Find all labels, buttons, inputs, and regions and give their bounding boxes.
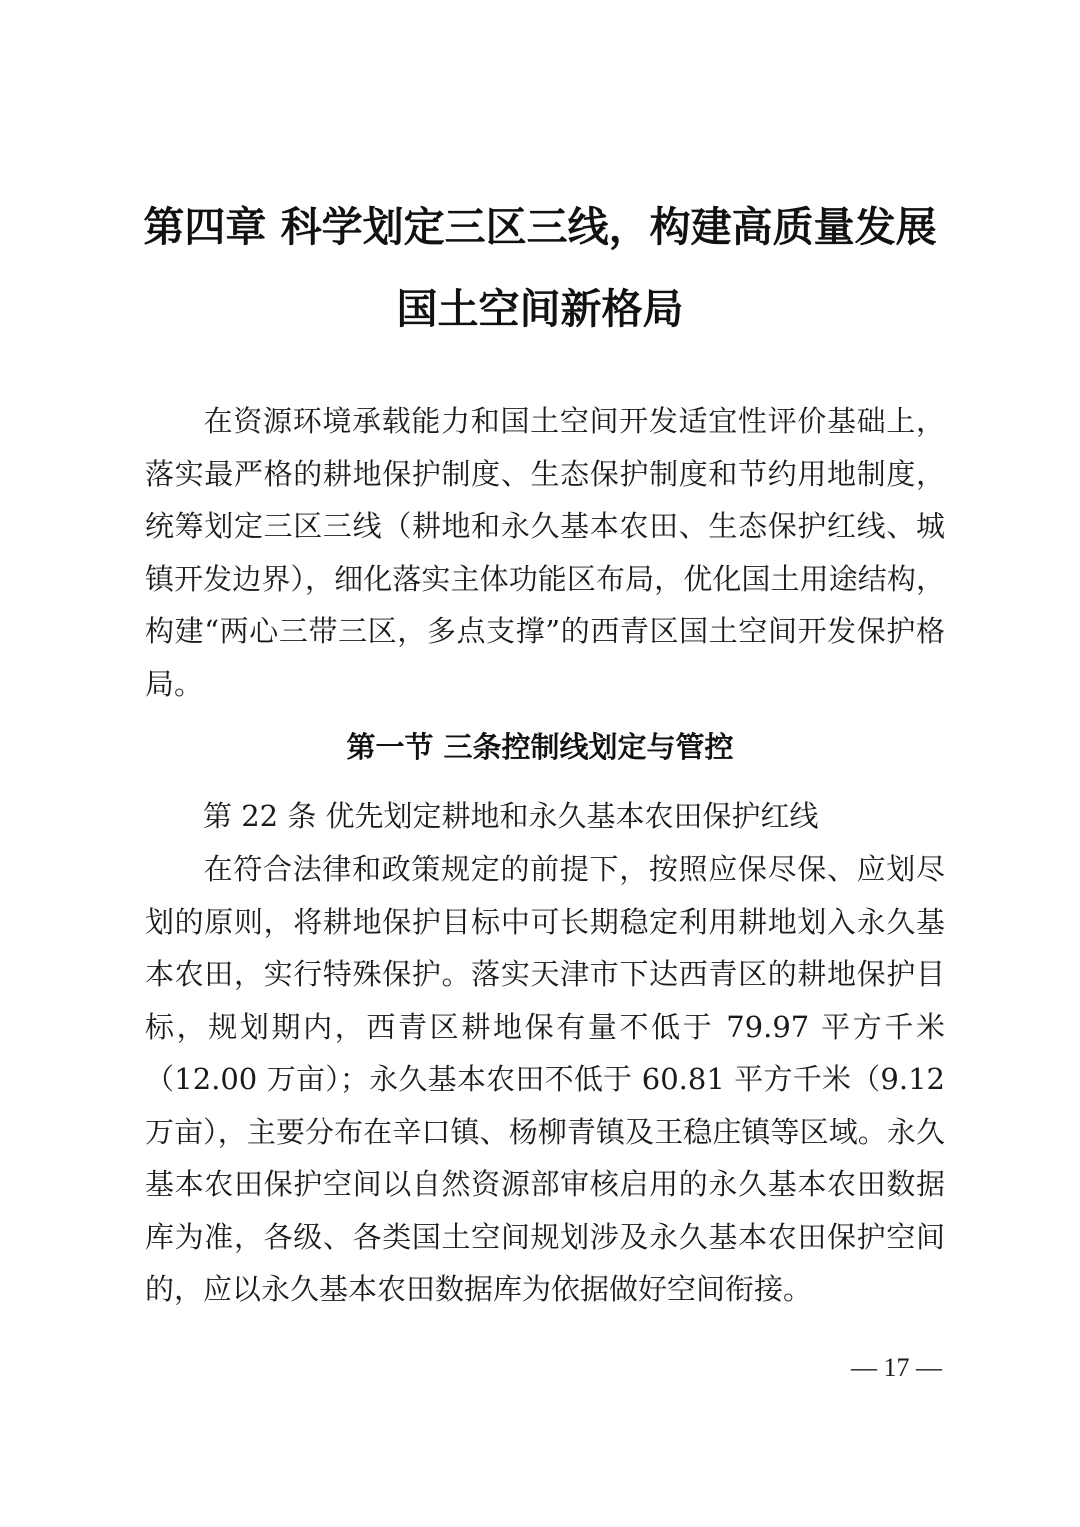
chapter-title-line-1: 第四章 科学划定三区三线，构建高质量发展 [143, 203, 937, 251]
article-paragraph: 在符合法律和政策规定的前提下，按照应保尽保、应划尽划的原则，将耕地保护目标中可长期稳定利用耕地划入永久基本农田，实行特殊保护。落实天津市下达西青区的耕地保护目标，规划期内，西青区耕地保有量不低于 79.97 平方千米（12.00 万亩）；永久基本农田不低于 60.81 平方千米（9.12 万亩），主要分布在辛口镇、杨柳青镇及王稳庄镇等区域。永久基本农田保护空间以自然资源部审核启用的永久基本农田数据库为准，各级、各类国土空间规划涉及永久基本农田保护空间的，应以永久基本农田数据库为依据做好空间衔接。 [145, 852, 945, 1306]
chapter-title-line-2: 国土空间新格局 [396, 285, 684, 333]
article-paragraph-block [145, 843, 945, 1316]
intro-paragraph-block [145, 395, 945, 710]
article-heading: 第 22 条 优先划定耕地和永久基本农田保护红线 [203, 799, 819, 833]
intro-paragraph: 在资源环境承载能力和国土空间开发适宜性评价基础上，落实最严格的耕地保护制度、生态保护制度和节约用地制度，统筹划定三区三线（耕地和永久基本农田、生态保护红线、城镇开发边界），细化落实主体功能区布局，优化国土用途结构，构建“两心三带三区，多点支撑”的西青区国土空间开发保护格局。 [145, 404, 945, 701]
page-number: — 17 — [851, 1353, 942, 1382]
section-title: 第一节 三条控制线划定与管控 [346, 730, 734, 764]
